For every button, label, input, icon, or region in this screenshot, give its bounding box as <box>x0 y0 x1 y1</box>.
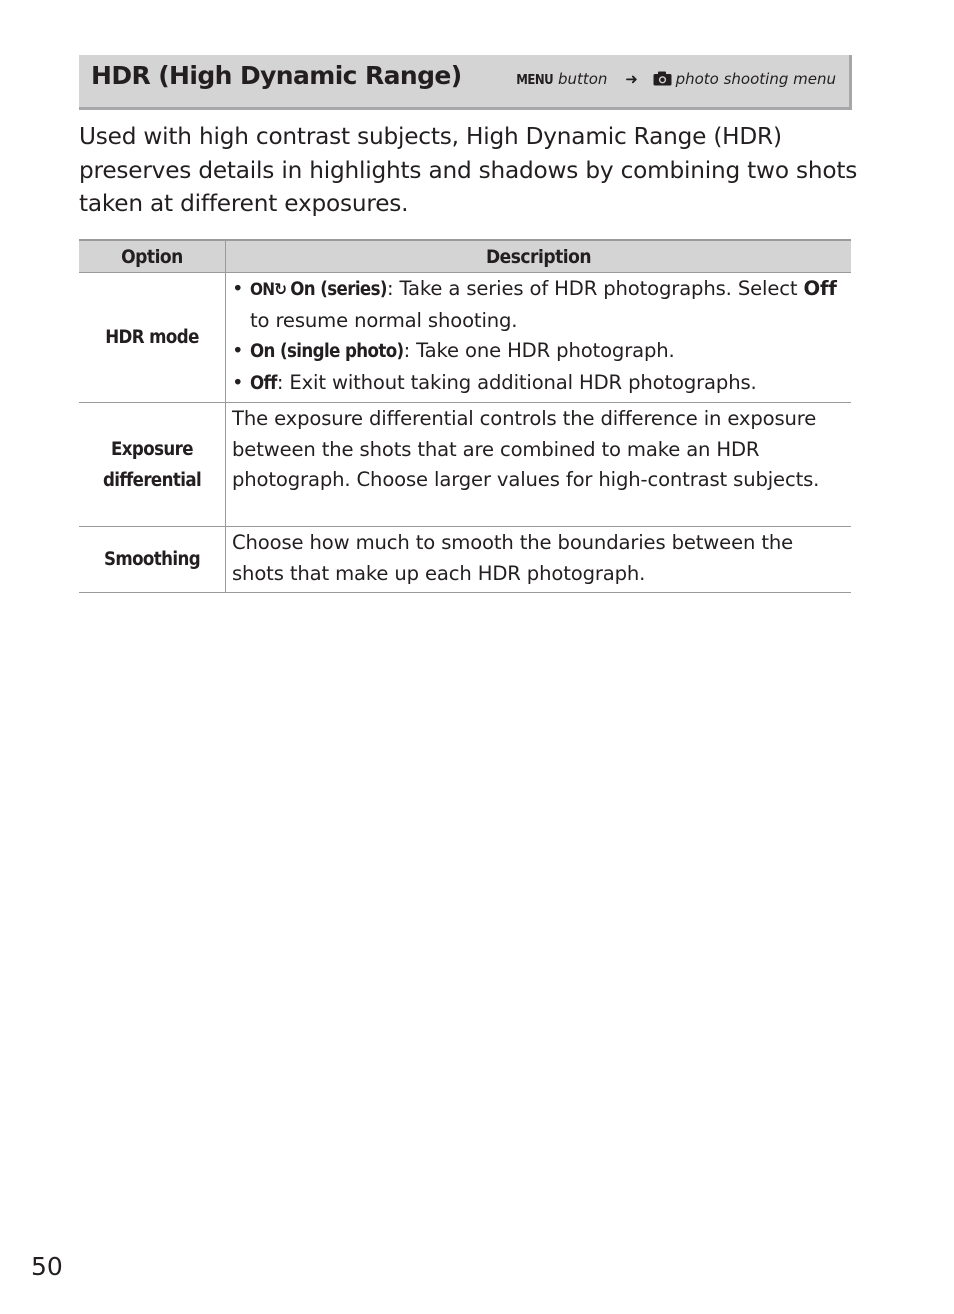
option-description <box>226 273 852 403</box>
column-header-description: Description <box>226 240 852 273</box>
option-name-line: differential <box>102 469 202 491</box>
intro-paragraph: Used with high contrast subjects, High Dynamic Range (HDR) preserves details in highlights and shadows by combining two shots taken at different exposures. <box>79 123 858 217</box>
list-item <box>232 368 849 400</box>
camera-icon <box>653 71 672 90</box>
menu-key-label: MENU <box>516 73 554 88</box>
table-row <box>79 273 851 403</box>
page-title: HDR (High Dynamic Range) <box>91 61 462 90</box>
option-name-line: Exposure <box>111 438 193 460</box>
section-header <box>79 55 852 110</box>
option-description: Choose how much to smooth the boundaries between the shots that make up each HDR photograph. <box>226 527 852 593</box>
list-item <box>232 274 849 336</box>
option-description: The exposure differential controls the difference in exposure between the shots that are combined to make an HDR photograph. Choose larger values for high-contrast subjects. <box>226 403 852 527</box>
option-name: Smoothing <box>79 527 226 593</box>
option-name <box>79 403 226 527</box>
options-table <box>79 239 851 593</box>
option-term: Off <box>250 372 277 394</box>
table-header-row <box>79 240 851 273</box>
bullet-list <box>232 274 849 399</box>
page-number: 50 <box>31 1252 63 1281</box>
arrow-icon: ➜ <box>625 70 638 88</box>
table-row <box>79 403 851 527</box>
button-text: button <box>557 70 608 88</box>
on-series-icon: ON↻ <box>250 280 287 300</box>
menu-path <box>516 70 836 90</box>
list-item <box>232 336 849 368</box>
column-header-option: Option <box>79 240 226 273</box>
item-text: : Exit without taking additional HDR photographs. <box>276 370 757 394</box>
table-row <box>79 527 851 593</box>
option-term: On (single photo) <box>250 341 404 362</box>
option-term: On (series) <box>290 279 387 300</box>
option-name: HDR mode <box>79 273 226 403</box>
inline-term: Off <box>803 277 837 300</box>
item-text: : Take one HDR photograph. <box>403 339 675 362</box>
menu-name: photo shooting menu <box>675 70 836 88</box>
item-text: : Take a series of HDR photographs. Select <box>386 277 804 300</box>
item-text: to resume normal shooting. <box>250 308 518 332</box>
